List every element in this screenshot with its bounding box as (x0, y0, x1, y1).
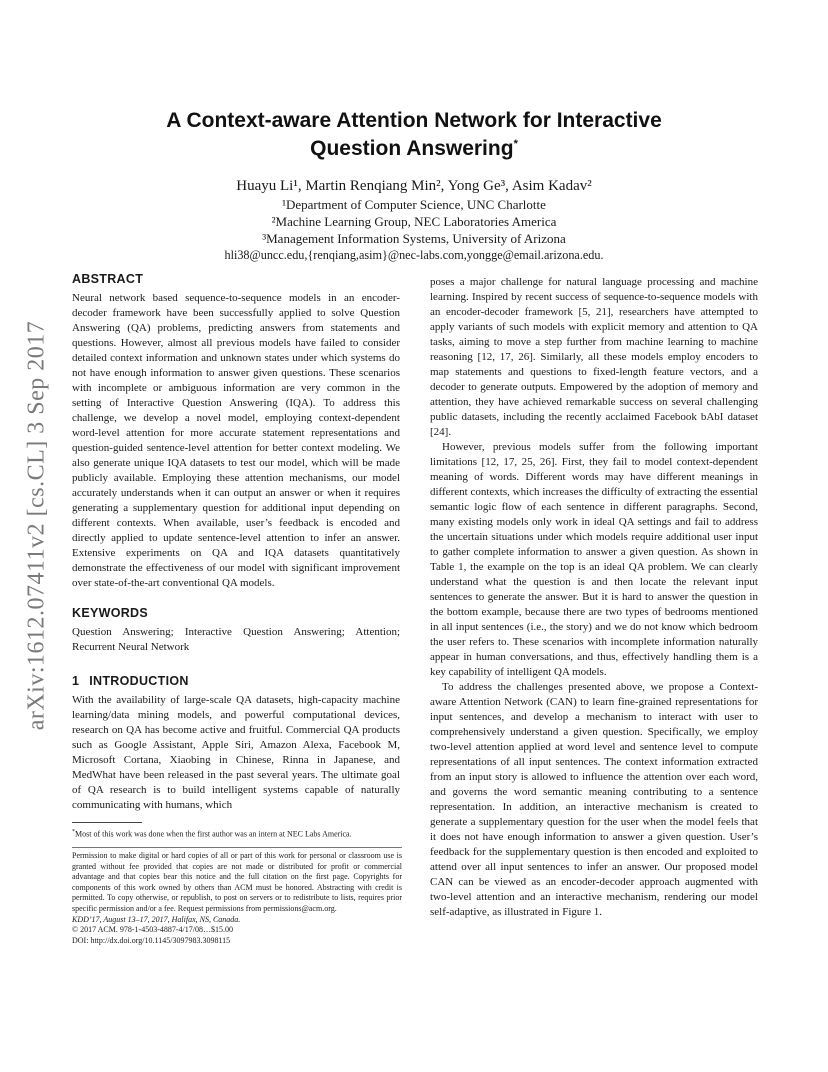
footnote-rule (72, 822, 142, 823)
introduction-heading (72, 673, 400, 689)
introduction-heading-text: INTRODUCTION (89, 674, 189, 688)
keywords-heading: KEYWORDS (72, 606, 149, 620)
introduction-paragraph-1: With the availability of large-scale QA datasets, high-capacity machine learning/data mining models, and powerful computational devices, research on QA has become active and fruitful. Commercial QA products such as Google Assistant, Apple Siri, Amazon Alexa, Facebook M, Microsoft Cortana, Xiaobing in Chinese, Rinna in Japanese, and MedWhat have been released in the past several years. The ultimate goal of QA research is to build intelligent systems capable of naturally communicating with humans, which (72, 694, 400, 811)
right-paragraph-2: However, previous models suffer from the following important limitations [12, 17, 25, 26]. First, they fail to model context-dependent meaning of words. Different words may have different meanings in different contexts, which increases the difficulty of extracting the essential semantic logic flow of each sentence in different paragraphs. Second, many existing models only work in ideal QA settings and fail to address the uncertain situations under which models require additional user input to gather complete information to answer a given question. As shown in Table 1, the example on the top is an ideal QA problem. We can clearly understand what the question is and then locate the relevant input sentences to generate the answer. But it is hard to answer the question in the bottom example, because there are two types of bedrooms mentioned in all input sentences (i.e., the story) and we do not know which bedroom the user refers to. These scenarios with incomplete information naturally appear in human conversations, and thus, effectively handling them is a key capability of intelligent QA models. (430, 441, 758, 678)
permission-block (72, 851, 402, 946)
arxiv-stamp-text: arXiv:1612.07411v2 [cs.CL] 3 Sep 2017 (23, 320, 50, 730)
title-line-2 (110, 135, 718, 163)
copyright-line: © 2017 ACM. 978-1-4503-4887-4/17/08…$15.00 (72, 925, 233, 935)
permission-rule (72, 847, 402, 848)
author-names: Huayu Li¹, Martin Renqiang Min², Yong Ge³, Asim Kadav² (236, 178, 592, 194)
affiliation-3: ³Management Information Systems, University of Arizona (262, 231, 566, 246)
paper-title (110, 107, 718, 163)
introduction-number: 1 (72, 674, 80, 688)
right-paragraph-3: To address the challenges presented above, we propose a Context-aware Attention Network (CAN) to learn fine-grained representations for input sentences, and develop a mechanism to interact with user to comprehensively understand a given question. Specifically, we employ two-level attention applied at word level and sentence level to compute representations of all input sentences. The context information extracted from an input story is allowed to influence the attention over each word, and governs the word semantic meaning contributing to a sentence representation. In addition, an interactive mechanism is created to generate a supplementary question for the user when the model feels that it does not have enough information to answer a given question. User’s feedback for the supplementary question is then encoded and exploited to attend over all input sentences to infer an answer. Our proposed model CAN can be viewed as an encoder-decoder approach augmented with two-level attention and an interactive mechanism, rendering our model self-adaptive, as illustrated in Figure 1. (430, 681, 758, 918)
conference-line: KDD’17, August 13–17, 2017, Halifax, NS, Canada. (72, 914, 241, 924)
doi-line: DOI: http://dx.doi.org/10.1145/3097983.3098115 (72, 935, 231, 945)
right-column (430, 275, 758, 920)
abstract-text: Neural network based sequence-to-sequence models in an encoder-decoder framework have been successfully applied to solve Question Answering (QA) problems, predicting answers from statements and questions. However, almost all previous models have failed to consider detailed context information and unknown states under which systems do not have enough information to answer given questions. These scenarios with incomplete or ambiguous information are very common in the setting of Interactive Question Answering (IQA). To address this challenge, we develop a novel model, employing context-dependent word-level attention for more accurate statement representations and question-guided sentence-level attention for better context modeling. We also generate unique IQA datasets to test our model, which will be made publicly available. Employing these attention mechanisms, our model accurately understands when it can output an answer or when it requires generating a supplementary question for additional input depending on different contexts. When available, user’s feedback is encoded and directly applied to update sentence-level attention to infer an answer. Extensive experiments on QA and IQA datasets quantitatively demonstrate the effectiveness of our model with significant improvement over state-of-the-art conventional QA models. (72, 292, 400, 589)
footnote-mark: * (72, 829, 75, 835)
title-footnote-mark: * (513, 138, 518, 150)
footnote (72, 827, 402, 840)
affiliation-2: ²Machine Learning Group, NEC Laboratories America (271, 214, 557, 229)
right-paragraph-1: poses a major challenge for natural language processing and machine learning. Inspired by recent success of sequence-to-sequence models with an encoder-decoder framework [5, 21], researchers have attempted to apply variants of such models with explicit memory and attention to QA tasks, aiming to move a step further from machine learning to machine reasoning [12, 17, 26]. Similarly, all these models employ encoders to map statements and questions to fixed-length feature vectors, and a decoder to generate outputs. Empowered by the adoption of memory and attention, they have achieved remarkable success on several challenging public datasets, including the recently acclaimed Facebook bAbI dataset [24]. (430, 276, 758, 438)
author-emails: hli38@uncc.edu,{renqiang,asim}@nec-labs.com,yongge@email.arizona.edu. (224, 248, 604, 262)
title-line-1: A Context-aware Attention Network for Interactive (166, 109, 662, 132)
left-column (72, 271, 400, 813)
author-block (110, 176, 718, 264)
keywords-text: Question Answering; Interactive Question Answering; Attention; Recurrent Neural Network (72, 626, 400, 653)
footnote-text: Most of this work was done when the first author was an intern at NEC Labs America. (75, 829, 352, 839)
arxiv-stamp (22, 295, 52, 755)
permission-text: Permission to make digital or hard copies of all or part of this work for personal or classroom use is granted without fee provided that copies are not made or distributed for profit or commercial advantage and that copies bear this notice and the full citation on the first page. Copyrights for components of this work owned by others than ACM must be honored. Abstracting with credit is permitted. To copy otherwise, or republish, to post on servers or to redistribute to lists, requires prior specific permission and/or a fee. Request permissions from permissions@acm.org. (72, 851, 402, 913)
title-line-2-text: Question Answering (310, 137, 514, 160)
affiliation-1: ¹Department of Computer Science, UNC Charlotte (282, 197, 546, 212)
abstract-heading: ABSTRACT (72, 272, 144, 286)
